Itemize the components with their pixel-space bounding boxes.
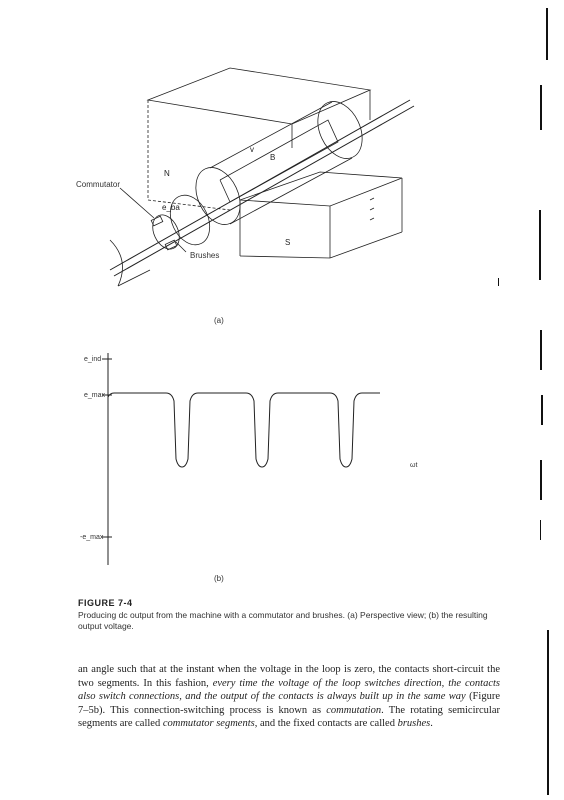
- body-emphasis-4: brushes: [397, 718, 431, 729]
- label-v: v: [250, 145, 254, 154]
- body-paragraph: [78, 663, 500, 731]
- sublabel-b: (b): [214, 574, 224, 583]
- body-text-1: an angle such that at the instant when the voltage in the loop is zero, the contacts short-circuit the two segments. In this fashion,: [78, 664, 500, 689]
- body-emphasis-3: commutator segments: [162, 718, 255, 729]
- margin-bar-6: [540, 520, 541, 540]
- margin-bar-3: [540, 330, 542, 370]
- margin-tick: [498, 278, 499, 286]
- label-n: N: [164, 169, 170, 178]
- margin-bar-4: [541, 395, 543, 425]
- label-commutator: Commutator: [76, 180, 121, 189]
- body-text-2: (Figure 7–5b). This connection-switching process is known as: [78, 691, 500, 716]
- body-emphasis-1: every time the voltage of the loop switches direction, the contacts also switch connections, and the output of the contacts is always built up in the same way: [78, 677, 500, 702]
- figure-b-waveform: [80, 345, 440, 575]
- y-label-min: -e_max: [80, 534, 104, 541]
- body-text-4: , and the fixed contacts are called: [254, 718, 398, 729]
- label-brushes: Brushes: [190, 251, 220, 260]
- margin-bar-1: [540, 85, 542, 130]
- y-label-max: e_max: [84, 392, 106, 399]
- margin-bar-5: [540, 460, 542, 500]
- label-vab: e_ba: [162, 203, 180, 212]
- sublabel-a: (a): [214, 316, 224, 325]
- y-label-top: e_ind: [84, 356, 102, 363]
- margin-bar-bottom: [547, 630, 549, 795]
- body-text-5: .: [430, 718, 433, 729]
- body-text-3: . The rotating semicircular segments are called: [78, 704, 500, 729]
- body-emphasis-2: commutation: [326, 704, 382, 716]
- figure-caption-text: Producing dc output from the machine with a commutator and brushes. (a) Perspective view; (b) the resulting output voltage.: [78, 610, 488, 631]
- figure-a-perspective-drawing: [70, 60, 430, 320]
- label-b: B: [270, 153, 276, 162]
- t-axis-label: ωt: [410, 462, 418, 469]
- margin-bar-2: [539, 210, 541, 280]
- margin-bar-top: [546, 8, 548, 60]
- label-s: S: [285, 238, 291, 247]
- figure-caption-title: FIGURE 7-4: [78, 598, 133, 608]
